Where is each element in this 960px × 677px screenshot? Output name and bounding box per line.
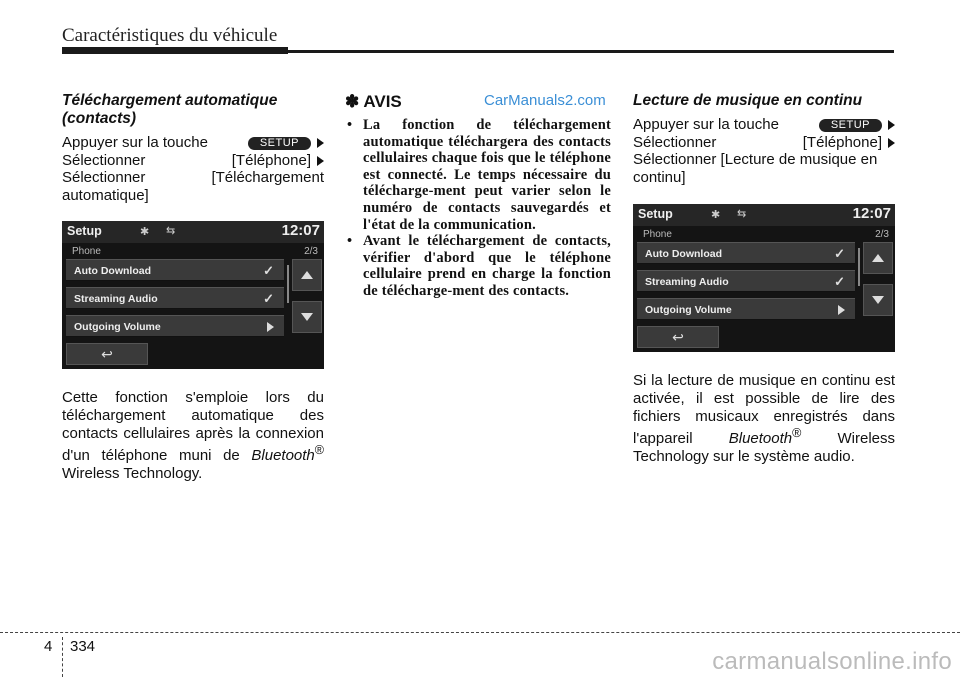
bluetooth-icon: ✱ <box>711 209 721 222</box>
step-option: [Téléphone] <box>802 133 882 151</box>
scrollbar[interactable] <box>858 248 860 286</box>
page-number: 334 <box>70 638 96 655</box>
list-item: • Avant le téléchargement de contacts, vérifier d'abord que le téléphone cellulaire prend en charge la fonction de télécharge-ment des contacts. <box>345 233 611 299</box>
screen-title: Setup <box>67 224 102 239</box>
menu-item-outgoing-volume[interactable] <box>66 315 284 337</box>
scrollbar[interactable] <box>287 265 289 303</box>
step-text: Sélectionner <box>62 151 146 169</box>
arrow-down-icon <box>872 296 884 304</box>
check-icon: ✓ <box>263 263 274 279</box>
notice-list <box>345 117 611 300</box>
back-button[interactable] <box>637 326 719 348</box>
check-icon: ✓ <box>834 246 845 262</box>
scroll-up-button[interactable] <box>863 242 893 274</box>
menu-item-label: Auto Download <box>74 265 151 278</box>
watermark-link[interactable]: CarManuals2.com <box>484 92 606 109</box>
brand-text: Bluetooth <box>728 430 793 448</box>
setup-key <box>811 116 895 134</box>
screen-page: 2/3 <box>875 229 889 241</box>
menu-item-label: Auto Download <box>645 248 722 261</box>
screen-subtitle: Phone <box>643 229 672 241</box>
registered-mark: ® <box>792 426 802 441</box>
brand-text: Bluetooth <box>251 447 315 465</box>
description-text: Si la lecture de musique en continu est activée, il est possible de lire des fichiers musicaux enregistrés dans l'appareil <box>633 372 895 448</box>
section-heading: Téléchargement automatique (contacts) <box>62 92 278 127</box>
menu-item-streaming-audio[interactable] <box>637 270 855 292</box>
step-text: Appuyer sur la touche <box>62 134 208 151</box>
step-text: Sélectionner <box>62 169 146 187</box>
description-text: Cette fonction s'emploie lors du téléchargement automatique des contacts cellulaires après la connexion d'un téléphone muni de <box>62 389 324 465</box>
step-option: [Téléphone] <box>231 151 311 169</box>
description-paragraph <box>62 389 324 482</box>
screen-clock: 12:07 <box>852 205 891 223</box>
step-option: [Téléchargement <box>211 169 324 187</box>
menu-item-auto-download[interactable] <box>66 259 284 281</box>
screen-clock: 12:07 <box>281 222 320 240</box>
menu-item-label: Streaming Audio <box>74 293 158 306</box>
setup-screen <box>62 221 324 369</box>
arrow-right-icon <box>888 138 895 148</box>
step-text: automatique] <box>62 186 149 204</box>
description-text: Wireless Technology sur le système audio. <box>633 430 895 465</box>
check-icon: ✓ <box>263 291 274 307</box>
arrow-right-icon <box>888 120 895 130</box>
chapter-number: 4 <box>44 638 53 655</box>
column-notice <box>345 92 611 300</box>
description-text: Wireless Technology. <box>62 464 203 482</box>
step-text: Appuyer sur la touche <box>633 116 779 133</box>
check-icon: ✓ <box>834 274 845 290</box>
screen-subtitle: Phone <box>72 246 101 258</box>
step-value <box>803 134 895 152</box>
arrow-up-icon <box>872 254 884 262</box>
arrow-right-icon <box>838 305 845 315</box>
registered-mark: ® <box>314 443 324 458</box>
usb-icon: ⇆ <box>737 208 747 221</box>
setup-badge: SETUP <box>819 119 882 132</box>
arrow-right-icon <box>317 138 324 148</box>
step-row <box>633 134 895 152</box>
header-tab <box>62 47 288 54</box>
screen-page: 2/3 <box>304 246 318 258</box>
usb-icon: ⇆ <box>166 225 176 238</box>
step-text: Sélectionner [Lecture de musique en continu] <box>633 151 878 186</box>
back-icon: ↩ <box>101 346 113 363</box>
menu-item-auto-download[interactable] <box>637 242 855 264</box>
back-icon: ↩ <box>672 329 684 346</box>
column-auto-download <box>62 92 324 482</box>
screen-title: Setup <box>638 207 673 222</box>
arrow-right-icon <box>317 156 324 166</box>
description-paragraph <box>633 372 895 465</box>
menu-item-streaming-audio[interactable] <box>66 287 284 309</box>
step-row <box>62 134 324 152</box>
step-text: Sélectionner <box>633 133 717 151</box>
menu-item-label: Outgoing Volume <box>74 321 161 334</box>
column-streaming <box>633 92 895 465</box>
scroll-down-button[interactable] <box>863 284 893 316</box>
list-item: • La fonction de téléchargement automatique téléchargera des contacts cellulaires chaque fois que le téléphone est connecté. Le temps nécessaire du télécharge-ment peut varier selon le numéro de contacts sauvegardés et l'état de la communication. <box>345 117 611 233</box>
scroll-down-button[interactable] <box>292 301 322 333</box>
footer-rule <box>0 632 960 633</box>
section-heading: Lecture de musique en continu <box>633 92 863 109</box>
arrow-down-icon <box>301 313 313 321</box>
footer-divider <box>62 637 63 677</box>
header-title: Caractéristiques du véhicule <box>62 25 278 46</box>
back-button[interactable] <box>66 343 148 365</box>
setup-badge: SETUP <box>248 137 311 150</box>
step-row <box>62 152 324 170</box>
site-watermark: carmanualsonline.info <box>712 648 952 675</box>
menu-item-label: Outgoing Volume <box>645 304 732 317</box>
scroll-up-button[interactable] <box>292 259 322 291</box>
setup-key <box>240 134 324 152</box>
step-row <box>633 116 895 134</box>
bluetooth-icon: ✱ <box>140 226 150 239</box>
menu-item-outgoing-volume[interactable] <box>637 298 855 320</box>
notice-heading: ✽ AVIS <box>345 92 402 111</box>
step-value <box>232 152 324 170</box>
menu-item-label: Streaming Audio <box>645 276 729 289</box>
step-row <box>62 169 324 187</box>
arrow-up-icon <box>301 271 313 279</box>
arrow-right-icon <box>267 322 274 332</box>
setup-screen <box>633 204 895 352</box>
